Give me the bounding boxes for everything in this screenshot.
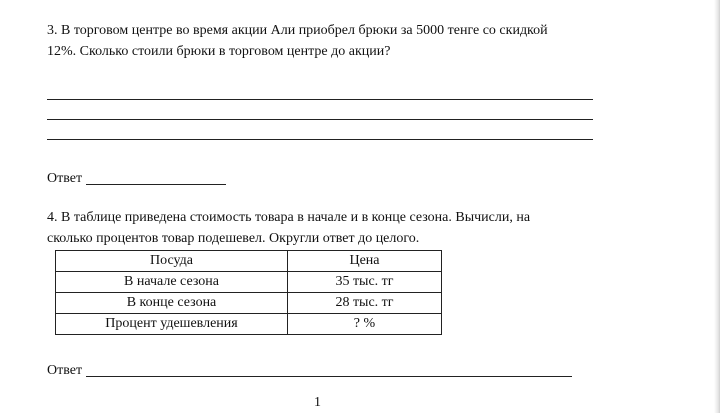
task3-question-line1: 3. В торговом центре во время акции Али приобрел брюки за 5000 тенге со скидкой — [47, 23, 548, 38]
task3-question-line2: 12%. Сколько стоили брюки в торговом центре до акции? — [47, 44, 391, 59]
task4-answer-blank[interactable] — [86, 362, 572, 377]
task3-answer — [47, 167, 226, 188]
task4-question-line1: 4. В таблице приведена стоимость товара в начале и в конце сезона. Вычисли, на — [47, 210, 531, 225]
table-cell: В конце сезона — [56, 293, 288, 314]
task4-answer-label: Ответ — [47, 363, 83, 378]
table-header-row — [56, 251, 442, 272]
answer-writing-line[interactable] — [47, 119, 593, 120]
page-number: 1 — [314, 395, 321, 410]
task3-answer-label: Ответ — [47, 171, 83, 186]
answer-writing-line[interactable] — [47, 139, 593, 140]
table-cell: В начале сезона — [56, 272, 288, 293]
price-table — [55, 250, 442, 335]
table-cell: 35 тыс. тг — [288, 272, 442, 293]
task3-answer-blank[interactable] — [86, 170, 226, 185]
table-cell: 28 тыс. тг — [288, 293, 442, 314]
table-header-cell: Цена — [288, 251, 442, 272]
task4-question-line2: сколько процентов товар подешевел. Округли ответ до целого. — [47, 231, 420, 246]
table-cell: ? % — [288, 314, 442, 335]
table-row — [56, 272, 442, 293]
table-header-cell: Посуда — [56, 251, 288, 272]
answer-writing-line[interactable] — [47, 99, 593, 100]
table-row — [56, 314, 442, 335]
task4-answer — [47, 359, 572, 380]
table-cell: Процент удешевления — [56, 314, 288, 335]
table-row — [56, 293, 442, 314]
page-edge-shadow — [714, 0, 720, 413]
